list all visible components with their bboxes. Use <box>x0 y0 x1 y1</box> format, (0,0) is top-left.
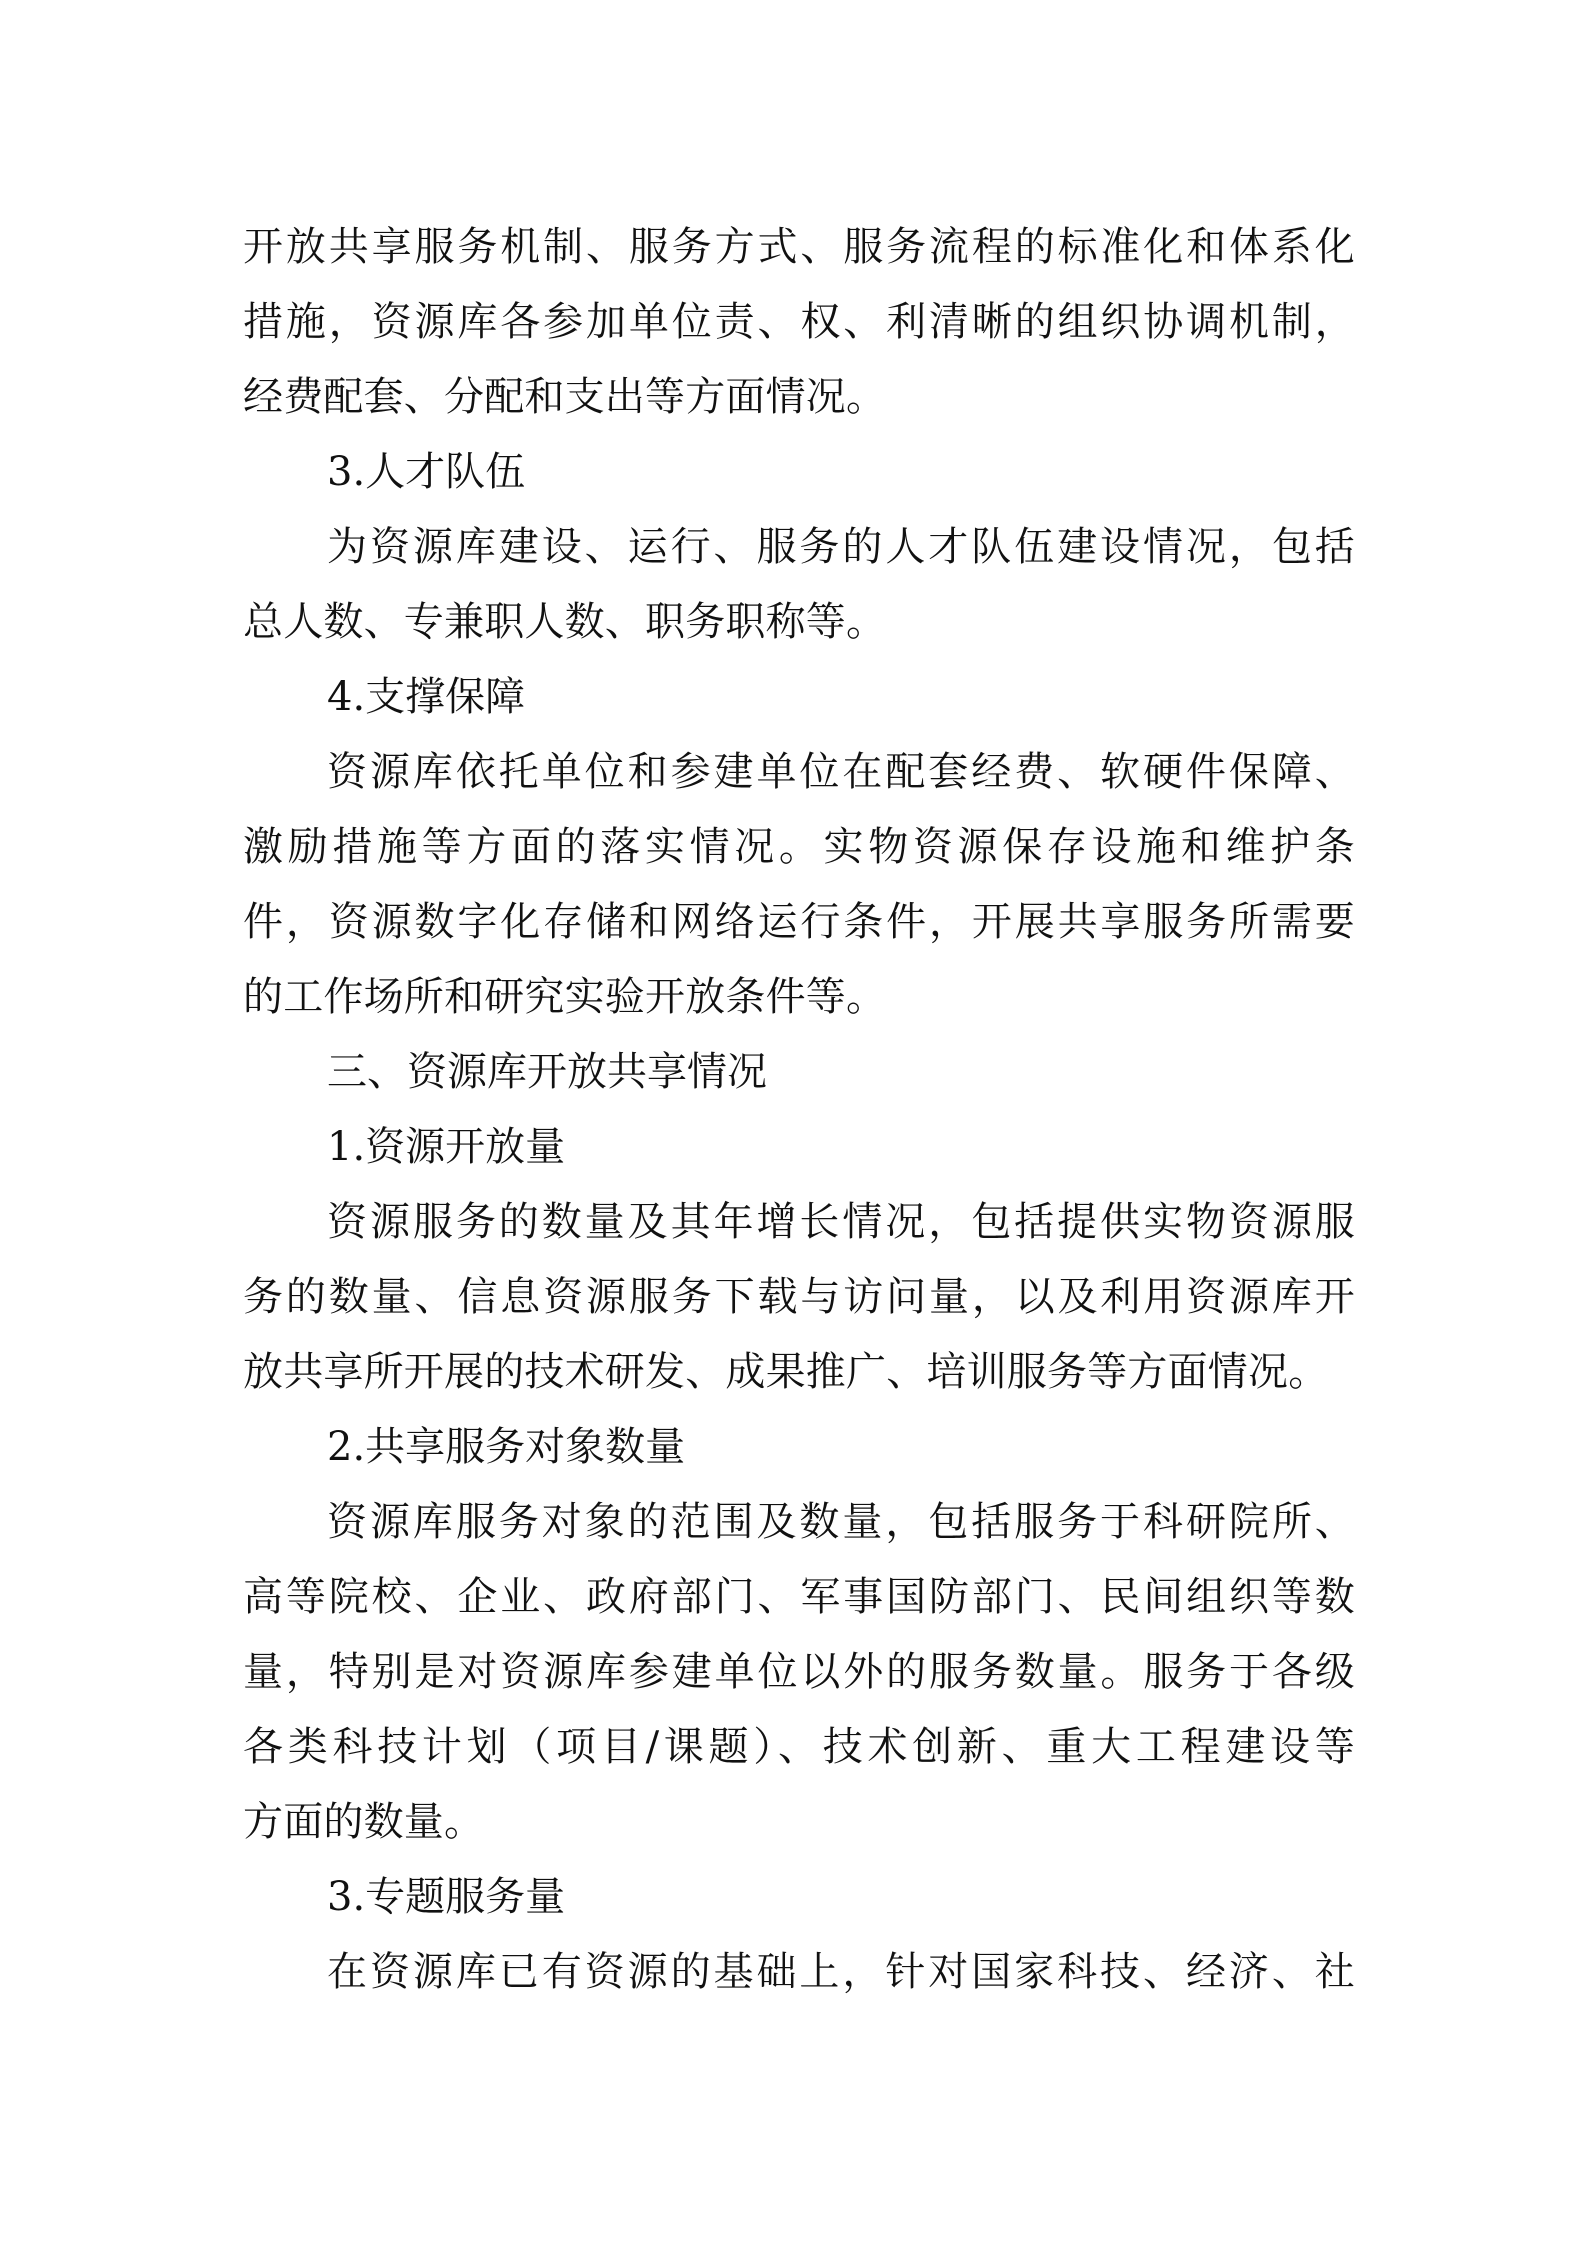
text-line: 资源库服务对象的范围及数量，包括服务于科研院所、 <box>327 1499 1355 1545</box>
text-line: 经费配套、分配和支出等方面情况。 <box>243 374 887 420</box>
text-line: 资源库依托单位和参建单位在配套经费、软硬件保障、 <box>327 749 1355 795</box>
text-line: 开放共享服务机制、服务方式、服务流程的标准化和体系化 <box>243 224 1355 270</box>
chapter-heading-open-sharing: 三、资源库开放共享情况 <box>327 1049 767 1095</box>
text-line: 件，资源数字化存储和网络运行条件，开展共享服务所需要 <box>243 899 1355 945</box>
text-line: 务的数量、信息资源服务下载与访问量，以及利用资源库开 <box>243 1274 1355 1320</box>
text-line: 各类科技计划（项目/课题）、技术创新、重大工程建设等 <box>243 1724 1355 1770</box>
text-line: 为资源库建设、运行、服务的人才队伍建设情况，包括 <box>327 524 1355 570</box>
text-line: 放共享所开展的技术研发、成果推广、培训服务等方面情况。 <box>243 1349 1329 1395</box>
text-line: 在资源库已有资源的基础上，针对国家科技、经济、社 <box>327 1949 1355 1995</box>
document-page <box>243 210 1355 2010</box>
text-line: 高等院校、企业、政府部门、军事国防部门、民间组织等数 <box>243 1574 1355 1620</box>
section-heading-service-objects: 2.共享服务对象数量 <box>327 1424 686 1470</box>
paragraph-continued <box>243 210 1355 435</box>
paragraph-support <box>243 735 1355 1035</box>
section-heading-support: 4.支撑保障 <box>327 674 526 720</box>
paragraph-service-objects <box>243 1485 1355 1860</box>
text-line: 措施，资源库各参加单位责、权、利清晰的组织协调机制， <box>243 299 1355 345</box>
text-line: 总人数、专兼职人数、职务职称等。 <box>243 599 887 645</box>
paragraph-resource-open-volume <box>243 1185 1355 1410</box>
text-line: 激励措施等方面的落实情况。实物资源保存设施和维护条 <box>243 824 1355 870</box>
text-line: 方面的数量。 <box>243 1799 485 1845</box>
text-line: 的工作场所和研究实验开放条件等。 <box>243 974 887 1020</box>
section-heading-topic-service: 3.专题服务量 <box>327 1874 566 1920</box>
section-heading-resource-open-volume: 1.资源开放量 <box>327 1124 566 1170</box>
paragraph-topic-service <box>243 1935 1355 2010</box>
text-line: 资源服务的数量及其年增长情况，包括提供实物资源服 <box>327 1199 1355 1245</box>
text-line: 量，特别是对资源库参建单位以外的服务数量。服务于各级 <box>243 1649 1355 1695</box>
section-heading-talent-team: 3.人才队伍 <box>327 449 526 495</box>
paragraph-talent-team <box>243 510 1355 660</box>
